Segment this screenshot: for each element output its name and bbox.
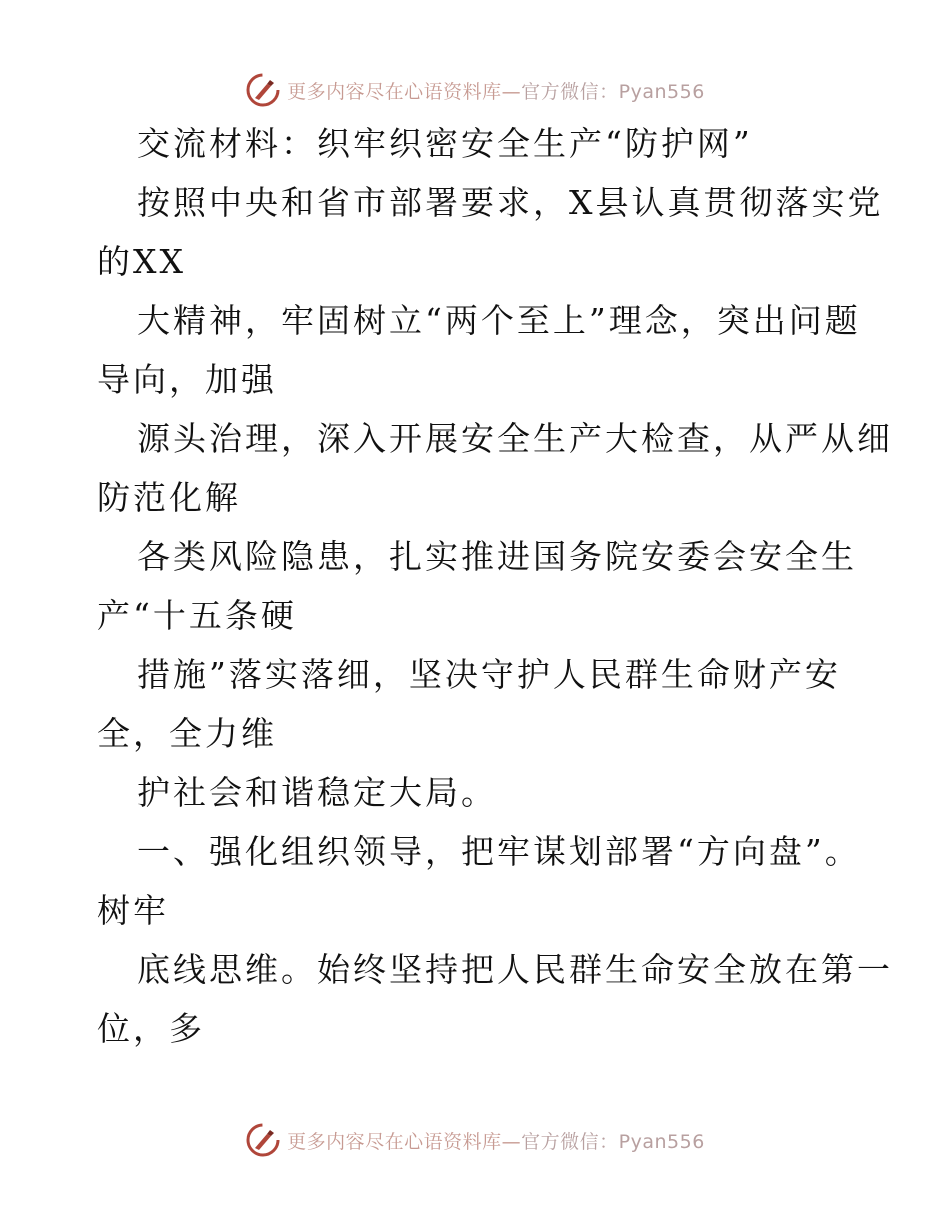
footer-banner: [0, 1120, 950, 1160]
footer-banner-dash: —: [501, 1130, 522, 1153]
text-line: 防范化解: [97, 478, 241, 517]
text-line: 树牢: [97, 891, 169, 930]
pen-circle-logo-icon: [245, 1122, 281, 1158]
text-line: 底线思维。始终坚持把人民群生命安全放在第一: [137, 950, 893, 989]
text-line: 全，全力维: [97, 714, 277, 753]
header-banner-wechat: 官方微信：Pyan556: [521, 80, 705, 103]
pen-circle-logo-icon: [245, 72, 281, 108]
section-heading: 一、强化组织领导，把牢谋划部署“方向盘”。: [137, 832, 861, 871]
header-banner: [0, 70, 950, 110]
text-line: 产“十五条硬: [97, 596, 297, 635]
footer-banner-text: [287, 1127, 705, 1154]
text-line: 按照中央和省市部署要求，X县认真贯彻落实党: [137, 183, 884, 222]
text-line: 各类风险隐患，扎实推进国务院安委会安全生: [137, 537, 857, 576]
document-title: 交流材料：织牢织密安全生产“防护网”: [137, 124, 753, 163]
header-banner-dash: —: [501, 80, 522, 103]
text-line: 源头治理，深入开展安全生产大检查，从严从细: [137, 419, 893, 458]
header-banner-main: 更多内容尽在心语资料库: [287, 80, 502, 103]
text-line: 的XX: [97, 242, 186, 281]
text-line: 位，多: [97, 1009, 205, 1048]
footer-banner-wechat: 官方微信：Pyan556: [521, 1130, 705, 1153]
text-line: 护社会和谐稳定大局。: [137, 773, 497, 812]
header-banner-text: [287, 77, 705, 104]
footer-banner-main: 更多内容尽在心语资料库: [287, 1130, 502, 1153]
text-line: 导向，加强: [97, 360, 277, 399]
text-line: 大精神，牢固树立“两个至上”理念，突出问题: [137, 301, 861, 340]
text-line: 措施”落实落细，坚决守护人民群生命财产安: [137, 655, 841, 694]
